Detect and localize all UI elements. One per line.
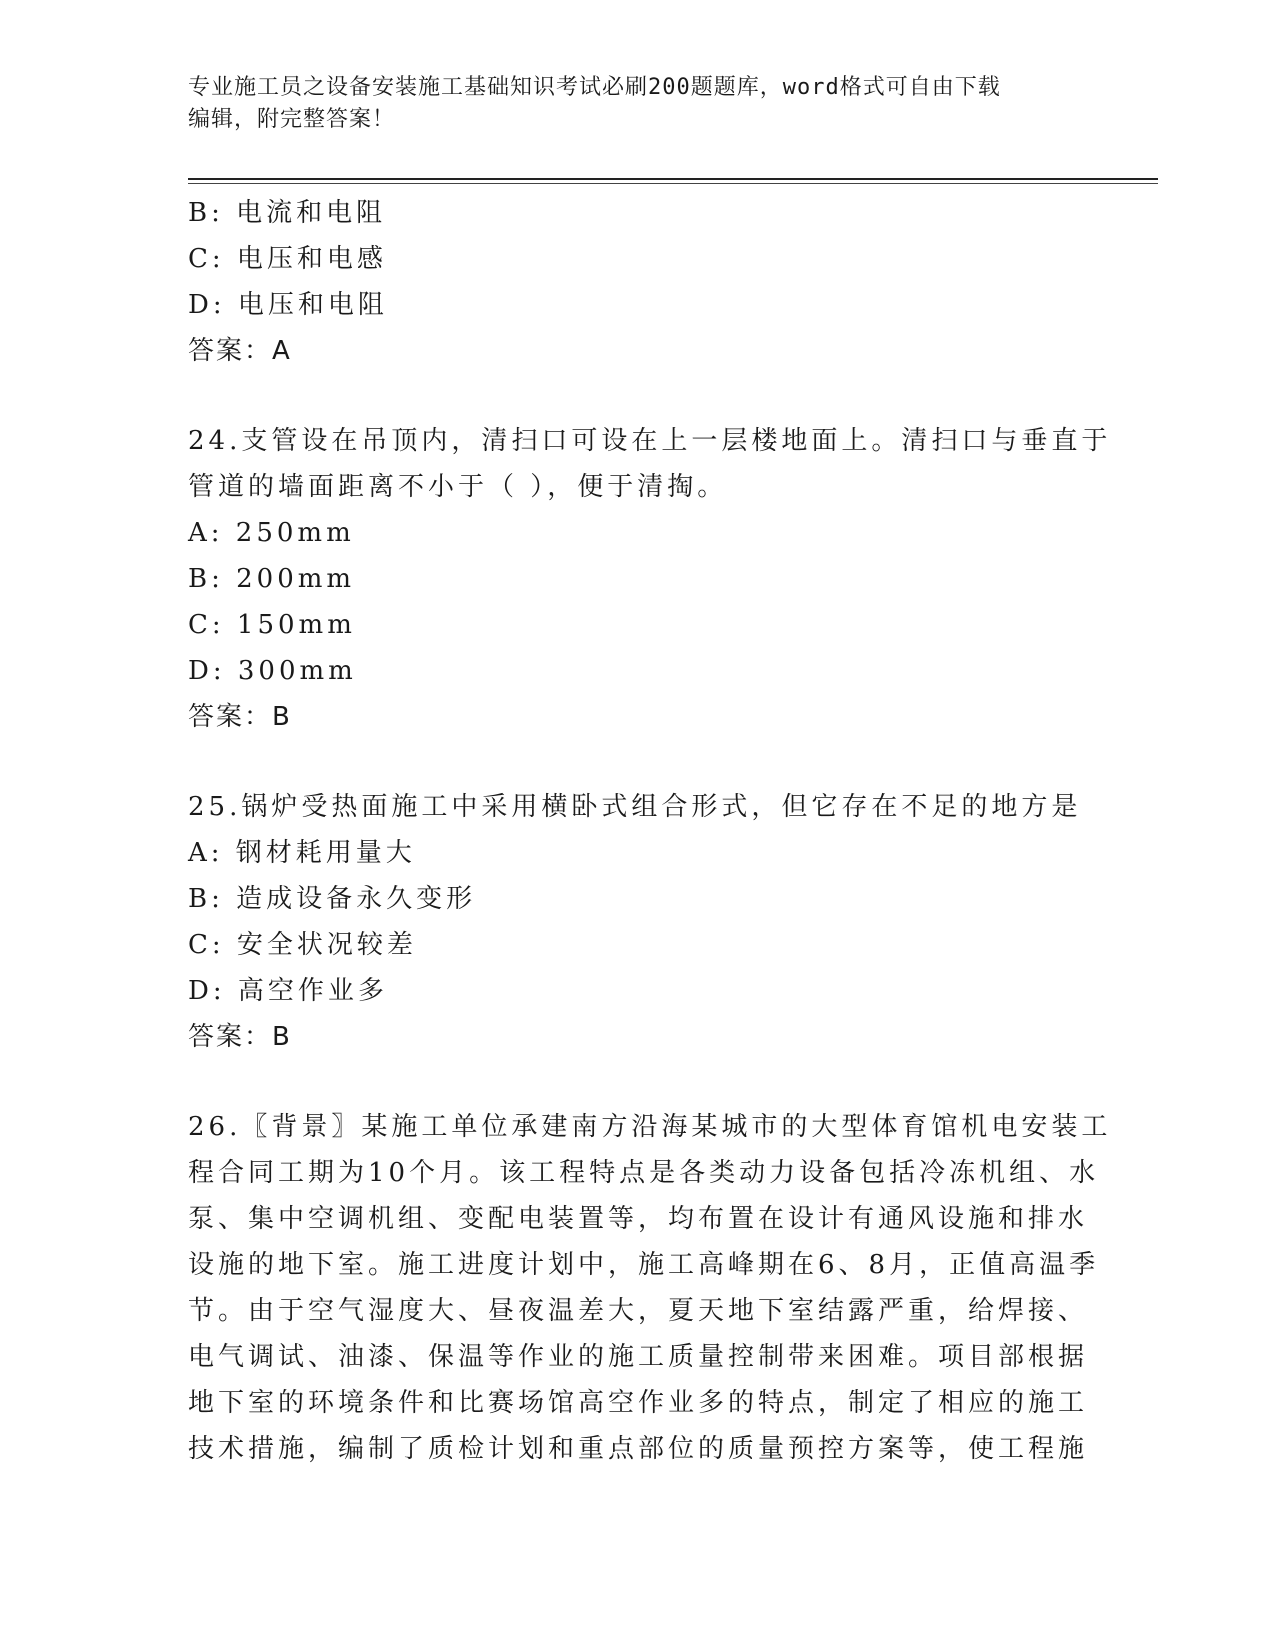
paragraph-line: 泵、集中空调机组、变配电装置等，均布置在设计有通风设施和排水 [188, 1204, 1089, 1234]
paragraph-line: 26.〖背景〗某施工单位承建南方沿海某城市的大型体育馆机电安装工 [188, 1112, 1112, 1142]
paragraph-line: 技术措施，编制了质检计划和重点部位的质量预控方案等，使工程施 [188, 1434, 1089, 1464]
paragraph-line: 节。由于空气湿度大、昼夜温差大，夏天地下室结露严重，给焊接、 [188, 1296, 1089, 1326]
question-25 [188, 784, 1088, 1060]
option-d: D: 300mm [188, 656, 357, 686]
page-header [188, 72, 1068, 136]
paragraph-line: 设施的地下室。施工进度计划中，施工高峰期在6、8月，正值高温季 [188, 1250, 1100, 1280]
answer-line: 答案：B [188, 702, 292, 732]
option-d: D: 电压和电阻 [188, 290, 388, 320]
paragraph-line: 电气调试、油漆、保温等作业的施工质量控制带来困难。项目部根据 [188, 1342, 1089, 1372]
option-c: C: 电压和电感 [188, 244, 387, 274]
paragraph-line: 地下室的环境条件和比赛场馆高空作业多的特点，制定了相应的施工 [188, 1388, 1089, 1418]
option-b: B: 200mm [188, 564, 356, 594]
spacer [188, 1060, 1088, 1104]
question-stem-line: 管道的墙面距离不小于（ ），便于清掏。 [188, 472, 728, 502]
option-b: B: 电流和电阻 [188, 198, 387, 228]
option-b: B: 造成设备永久变形 [188, 884, 477, 914]
question-stem-line: 24.支管设在吊顶内，清扫口可设在上一层楼地面上。清扫口与垂直于 [188, 426, 1112, 456]
header-divider-thin [188, 183, 1158, 184]
question-stem-line: 25.锅炉受热面施工中采用横卧式组合形式，但它存在不足的地方是 [188, 792, 1082, 822]
option-a: A: 钢材耗用量大 [188, 838, 416, 868]
option-c: C: 安全状况较差 [188, 930, 417, 960]
header-divider-thick [188, 178, 1158, 180]
spacer [188, 374, 1088, 418]
question-26 [188, 1104, 1112, 1472]
option-d: D: 高空作业多 [188, 976, 388, 1006]
question-23 [188, 190, 1088, 374]
option-c: C: 150mm [188, 610, 356, 640]
spacer [188, 740, 1088, 784]
paragraph-line: 程合同工期为10个月。该工程特点是各类动力设备包括冷冻机组、水 [188, 1158, 1100, 1188]
answer-line: 答案：A [188, 336, 292, 366]
answer-line: 答案：B [188, 1022, 292, 1052]
header-title-line-2: 编辑，附完整答案！ [188, 107, 396, 132]
question-24 [188, 418, 1112, 740]
option-a: A: 250mm [188, 518, 355, 548]
question-content [188, 190, 1112, 1472]
header-title-line-1: 专业施工员之设备安装施工基础知识考试必刷200题题库，word格式可自由下载 [188, 75, 1001, 100]
